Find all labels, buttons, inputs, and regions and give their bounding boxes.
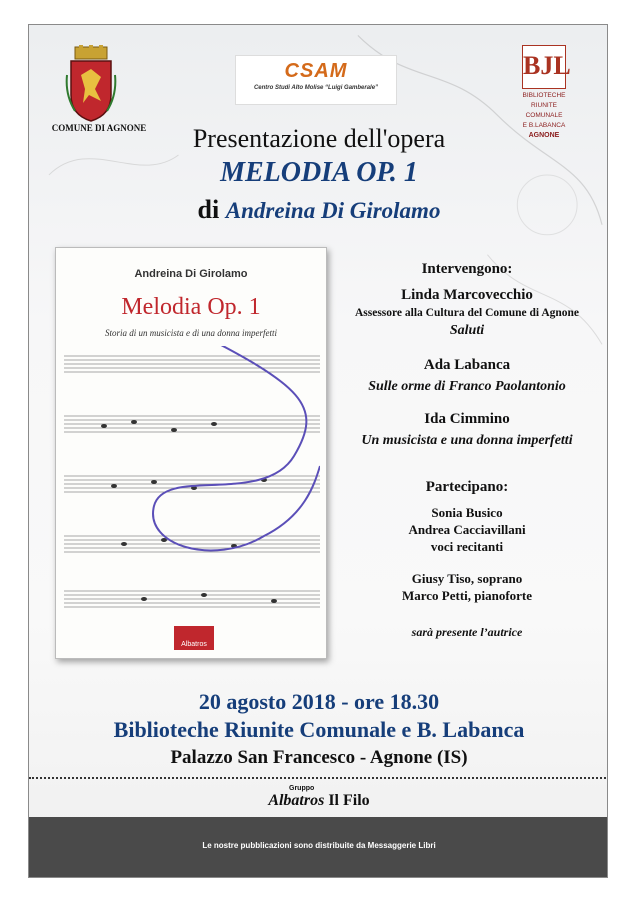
publisher-group: Gruppo [289, 785, 315, 792]
csam-logo-name: Centro Studi Alto Molise “Luigi Gamberale” [253, 85, 379, 91]
event-venue: Biblioteche Riunite Comunale e B. Labanca [113, 717, 525, 742]
library-line: COMUNALE [525, 112, 563, 119]
musician: Marco Petti, pianoforte [401, 588, 533, 603]
dotted-divider [29, 777, 608, 779]
partecipano-label: Partecipano: [425, 479, 509, 495]
sheet-music-image [64, 346, 320, 646]
library-line: RIUNITE [531, 102, 557, 109]
speaker-name: Ida Cimmino [424, 411, 510, 427]
speaker-role: Assessore alla Cultura del Comune di Agnone [354, 307, 580, 319]
csam-logo [235, 55, 397, 105]
footer-bar [29, 817, 608, 878]
author-name: Andreina Di Girolamo [225, 198, 441, 223]
comune-label: COMUNE DI AGNONE [51, 123, 147, 133]
publisher-logo [29, 785, 608, 810]
author-heading [29, 195, 608, 225]
poster [28, 24, 608, 878]
author-present-note: sarà presente l’autrice [411, 625, 523, 639]
publisher-name [268, 792, 369, 809]
musician: Giusy Tiso, soprano [411, 571, 523, 586]
book-subtitle: Storia di un musicista e di una donna imperfetti [105, 328, 277, 338]
book-cover [55, 247, 327, 659]
work-title: MELODIA OP. 1 [220, 157, 418, 188]
book-author: Andreina Di Girolamo [134, 268, 248, 280]
speaker-name: Linda Marcovecchio [401, 287, 533, 303]
presentation-heading: Presentazione dell'opera [192, 124, 446, 153]
library-line: BIBLIOTECHE [522, 92, 566, 99]
coat-of-arms-icon [65, 45, 117, 123]
library-monogram: BJL [522, 45, 566, 89]
author-prefix: di [197, 195, 220, 224]
csam-logo-mark: CSAM [284, 60, 348, 82]
book-publisher: Albatros [174, 626, 214, 650]
speaker-name: Ada Labanca [423, 357, 511, 373]
speaker-talk: Un musicista e una donna imperfetti [361, 433, 573, 448]
event-date: 20 agosto 2018 - ore 18.30 [198, 689, 440, 714]
book-title: Melodia Op. 1 [121, 294, 261, 320]
speaker-talk: Saluti [449, 323, 485, 338]
participant: voci recitanti [430, 539, 504, 554]
event-place: Palazzo San Francesco - Agnone (IS) [170, 747, 468, 768]
footer-text: Le nostre pubblicazioni sono distribuite da Messaggerie Libri [202, 841, 436, 850]
library-city: AGNONE [528, 132, 560, 139]
library-line: E B.LABANCA [522, 122, 566, 129]
speaker-talk: Sulle orme di Franco Paolantonio [368, 379, 566, 394]
participant: Sonia Busico [431, 505, 503, 520]
publisher-albatros: Albatros [268, 792, 325, 809]
publisher-ilfilo: Il Filo [328, 792, 370, 809]
participant: Andrea Cacciavillani [408, 522, 526, 537]
intervengono-label: Intervengono: [421, 261, 513, 277]
